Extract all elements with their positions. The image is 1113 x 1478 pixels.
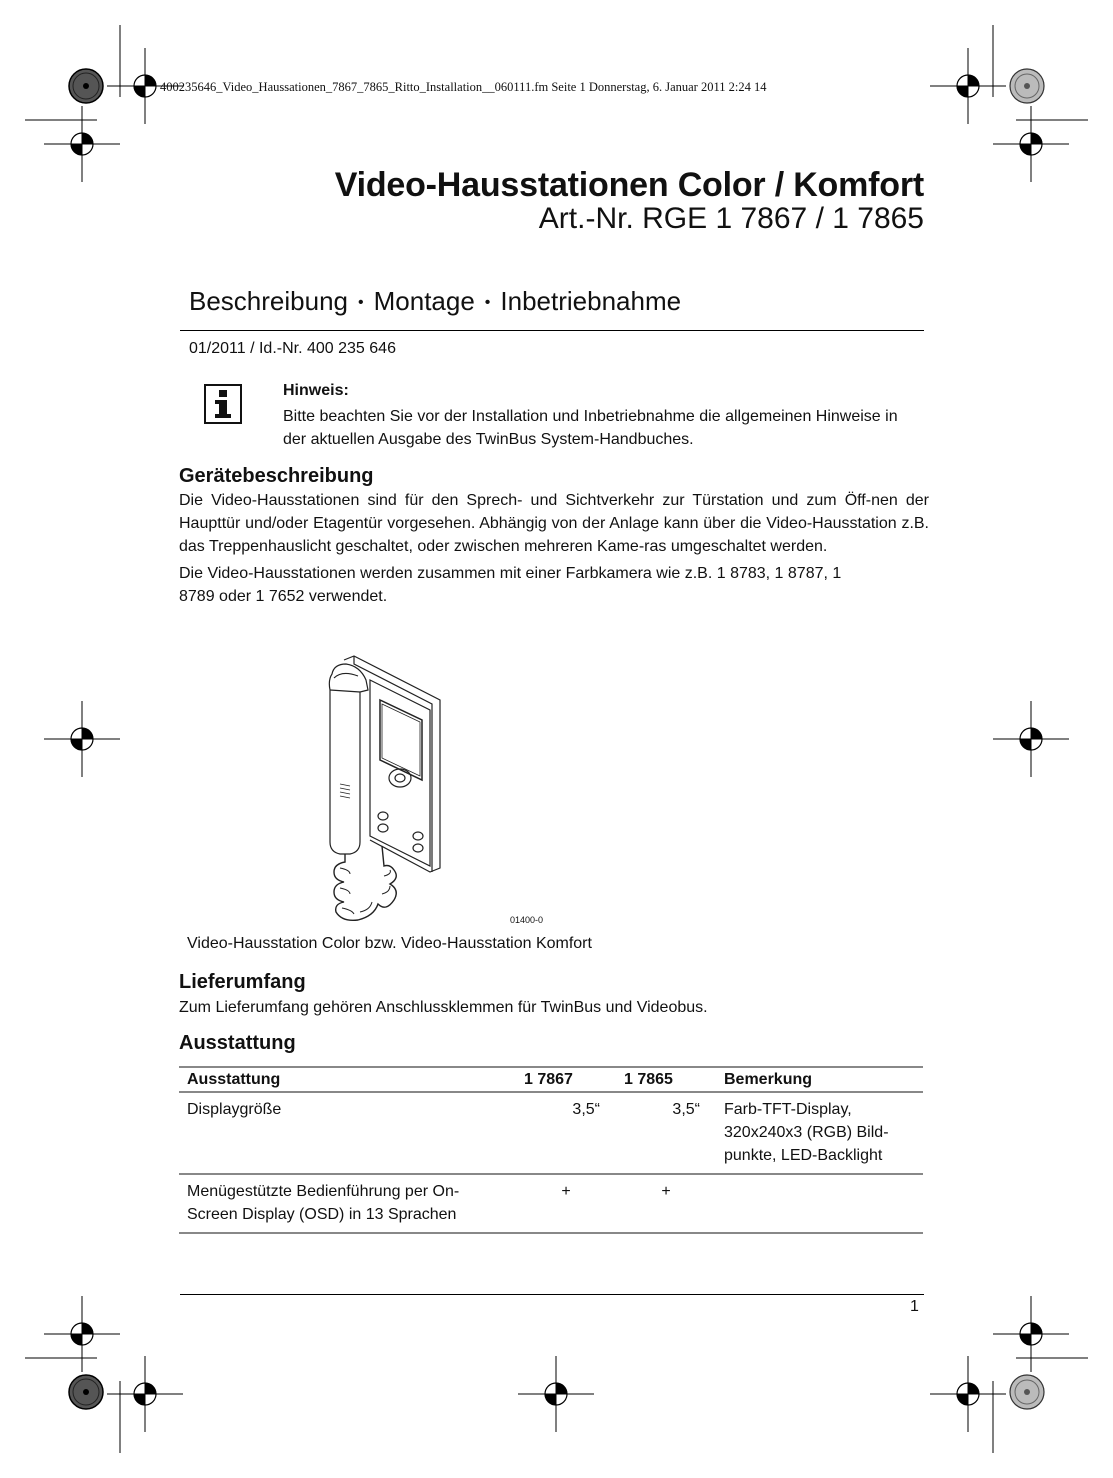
info-icon [204,384,242,424]
table-row [179,1174,923,1233]
slug-line: 400235646_Video_Haussationen_7867_7865_Ritto_Installation__060111.fm Seite 1 Donnerstag, 6. Januar 2011 2:24 14 [160,80,767,94]
table-cell: 3,5“ [616,1092,716,1174]
heading-ausstattung: Ausstattung [179,1032,296,1054]
lieferumfang-text: Zum Lieferumfang gehören Anschlussklemmen für TwinBus und Videobus. [179,999,708,1016]
note-text: Bitte beachten Sie vor der Installation und Inbetriebnahme die allgemeinen Hinweise in der aktuellen Ausgabe des TwinBus System-Handbuches. [283,408,898,448]
table-cell: + [616,1174,716,1233]
paragraph-1: Die Video-Hausstationen sind für den Sprech- und Sichtverkehr zur Türstation und zum Öff-nen der Haupttür und/oder Etagentür vorgesehen. Abhängig von der Anlage kann über die Video-Hausstation z.B. das Treppenhauslicht geschaltet, oder zwischen mehreren Kame-ras umgeschaltet werden. [179,492,929,555]
note-title: Hinweis: [283,382,349,399]
heading-geraetebeschreibung: Gerätebeschreibung [179,465,374,487]
table-cell: 3,5“ [516,1092,616,1174]
table-row [179,1092,923,1174]
table-cell: Menügestützte Bedienführung per On-Screen Display (OSD) in 13 Sprachen [179,1174,516,1233]
article-number: Art.-Nr. RGE 1 7867 / 1 7865 [538,202,924,235]
figure-code: 01400-0 [510,915,544,925]
column-header: Ausstattung [179,1067,516,1092]
column-header: 1 7865 [616,1067,716,1092]
equipment-table [179,1066,923,1234]
heading-montage: Montage [373,286,475,316]
column-header: 1 7867 [516,1067,616,1092]
column-header: Bemerkung [716,1067,923,1092]
geraetebeschreibung-text [179,489,929,608]
table-cell: Farb-TFT-Display, 320x240x3 (RGB) Bild-punkte, LED-Backlight [716,1092,923,1174]
page-number: 1 [910,1298,919,1315]
document-title: Video-Hausstationen Color / Komfort [334,166,924,204]
figure-caption: Video-Hausstation Color bzw. Video-Hausstation Komfort [187,935,592,952]
heading-separator: • [484,294,491,312]
heading-inbetriebnahme: Inbetriebnahme [500,286,682,316]
heading-beschreibung: Beschreibung [189,286,348,316]
footer-rule [180,1294,924,1295]
device-illustration [320,650,460,926]
section-heading [189,286,681,317]
heading-rule [180,330,924,331]
heading-separator: • [358,294,364,312]
heading-lieferumfang: Lieferumfang [179,971,306,993]
table-cell: + [516,1174,616,1233]
paragraph-2: Die Video-Hausstationen werden zusammen mit einer Farbkamera wie z.B. 1 8783, 1 8787, 1 8789 oder 1 7652 verwendet. [179,565,842,605]
table-cell [716,1174,923,1233]
table-header-row [179,1067,923,1092]
table-cell: Displaygröße [179,1092,516,1174]
doc-number: 01/2011 / Id.-Nr. 400 235 646 [189,340,396,357]
